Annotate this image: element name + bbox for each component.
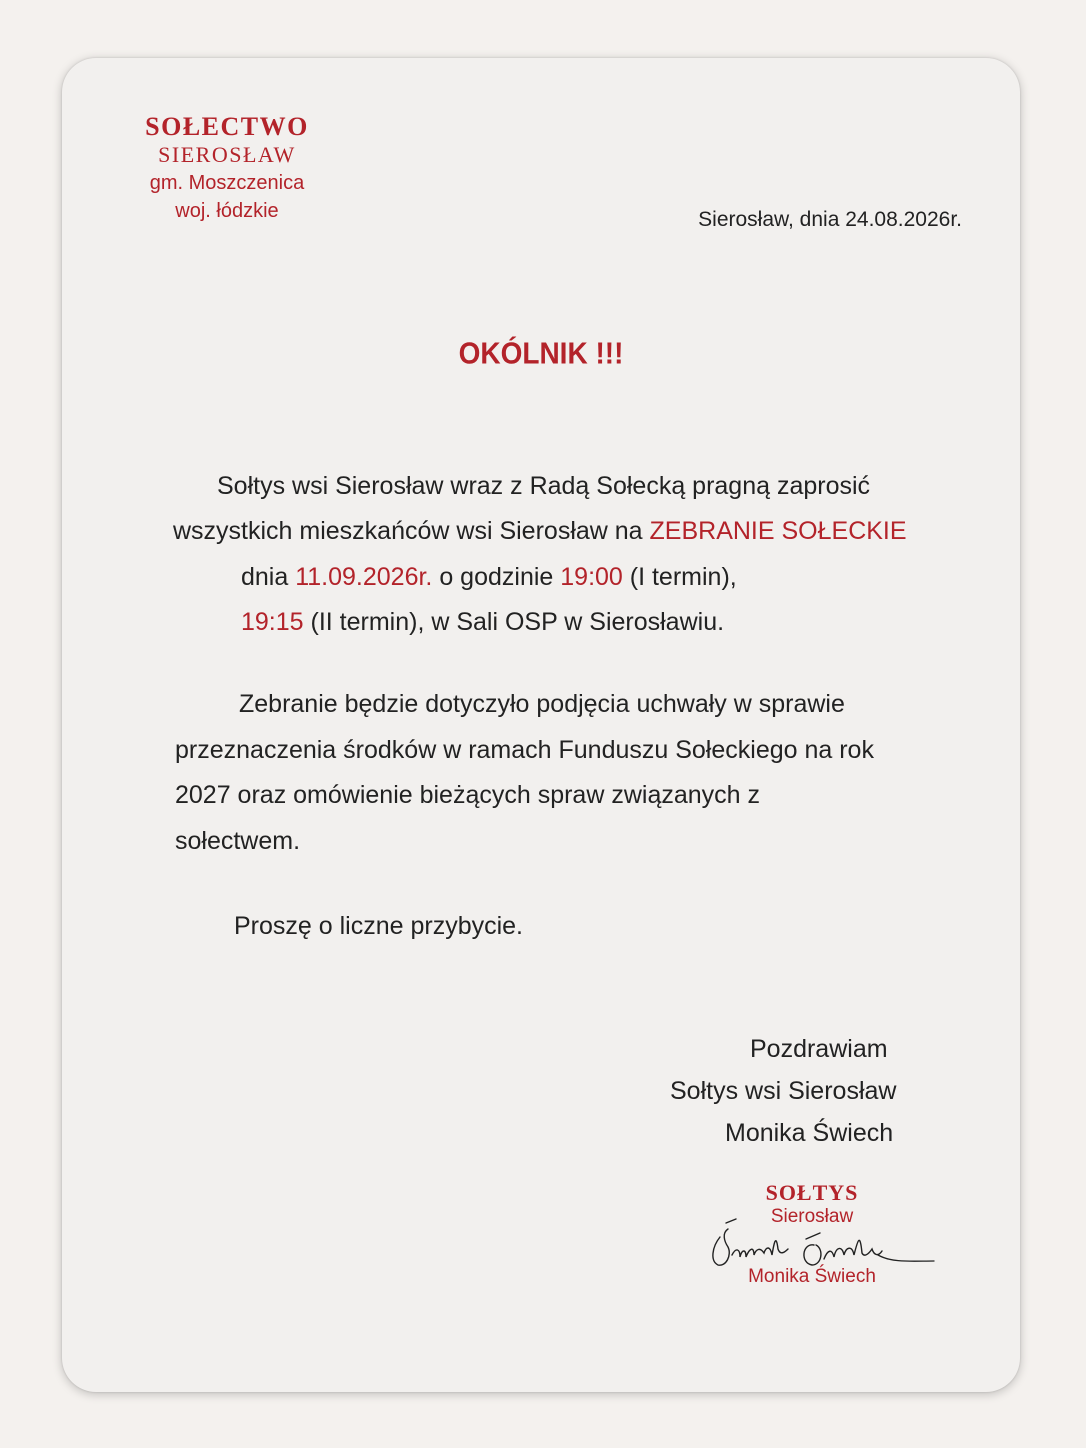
stamp-line-commune: gm. Moszczenica	[149, 172, 305, 194]
paragraph1-line3-b: o godzinie	[432, 563, 561, 591]
handwritten-signature	[702, 1203, 942, 1283]
paragraph1-line3-c: (I termin),	[622, 563, 737, 591]
stamp-footer-name: Monika Świech	[748, 1266, 876, 1287]
paragraph1-line4-rest: (II termin), w Sali OSP w Sierosławiu.	[303, 608, 725, 636]
paragraph2-line1: Zebranie będzie dotyczyło podjęcia uchwały w sprawie	[239, 690, 845, 718]
paragraph3: Proszę o liczne przybycie.	[234, 912, 524, 940]
paragraph2-line2: przeznaczenia środków w ramach Funduszu Sołeckiego na rok	[175, 736, 874, 764]
paragraph1-line3-a: dnia	[241, 563, 296, 591]
soltys-office-stamp	[62, 113, 392, 225]
paragraph1-line2-text: wszystkich mieszkańców wsi Sierosław na	[173, 517, 650, 545]
paragraph1-line2	[173, 509, 907, 555]
meeting-name-highlight: ZEBRANIE SOŁECKIE	[649, 517, 907, 545]
document-sheet	[62, 58, 1020, 1392]
paragraph2-line3: 2027 oraz omówienie bieżących spraw związanych z	[175, 781, 761, 809]
stamp-line-solectwo: SOŁECTWO	[145, 112, 309, 141]
first-term-time-highlight: 19:00	[560, 563, 623, 591]
document-title: OKÓLNIK !!!	[458, 336, 624, 371]
closing-name: Monika Świech	[725, 1119, 894, 1147]
stamp-footer-title: SOŁTYS	[765, 1180, 859, 1205]
stamp-footer-village: Sierosław	[770, 1206, 854, 1227]
closing-greeting: Pozdrawiam	[750, 1035, 888, 1063]
stamp-line-village: SIEROSŁAW	[158, 142, 296, 167]
paragraph1-line1: Sołtys wsi Sierosław wraz z Radą Sołecką pragną zaprosić	[217, 472, 871, 500]
meeting-date-highlight: 11.09.2026r.	[295, 563, 433, 591]
paragraph1-line3	[241, 555, 737, 601]
paragraph2-line4: sołectwem.	[175, 827, 301, 855]
paragraph1-line4	[241, 600, 724, 646]
closing-role: Sołtys wsi Sierosław	[670, 1077, 897, 1105]
stamp-line-voivodeship: woj. łódzkie	[175, 200, 279, 222]
document-date: Sierosław, dnia 24.08.2026r.	[698, 208, 962, 231]
second-term-time-highlight: 19:15	[241, 608, 304, 636]
